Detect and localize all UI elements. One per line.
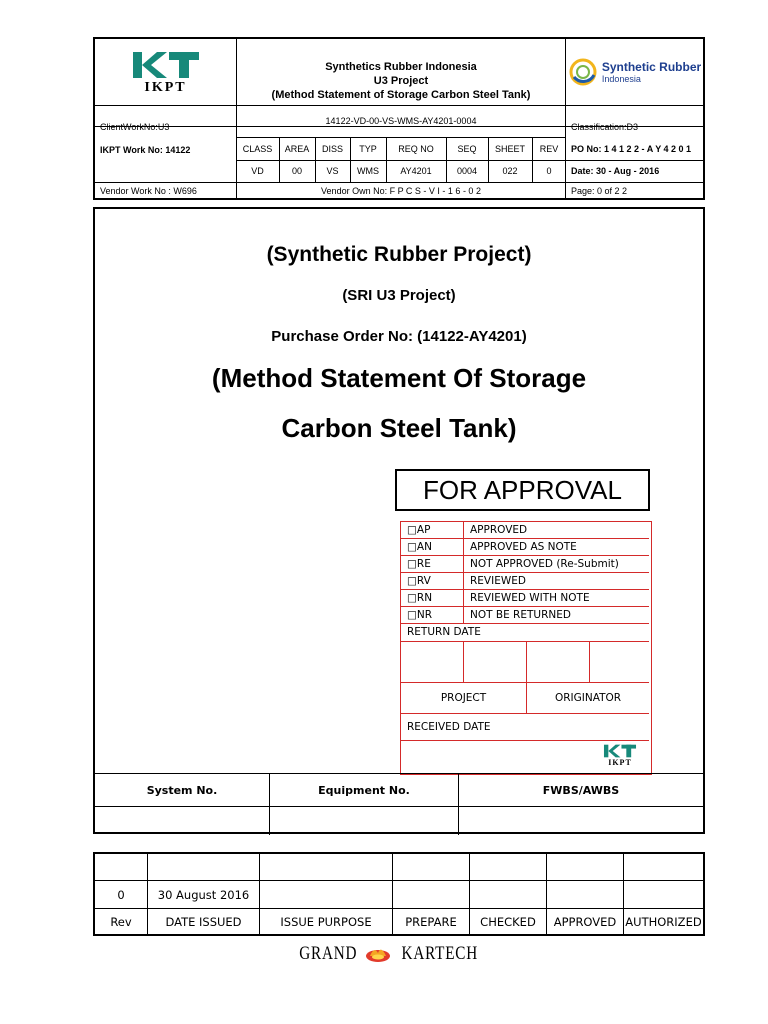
ikpt-work-no: IKPT Work No: 14122 [100,145,191,155]
val-diss: VS [326,166,339,176]
po-number: PO No: 1 4 1 2 2 - A Y 4 2 0 1 [571,143,692,154]
col-sheet: SHEET [494,143,525,154]
document-number: 14122-VD-00-VS-WMS-AY4201-0004 [325,116,477,126]
col-typ: TYP [359,143,377,154]
stamp-return-date: RETURN DATE [407,626,481,638]
val-req-no: AY4201 [400,166,432,176]
col-seq: SEQ [457,143,477,154]
col-rev: REV [539,143,559,154]
stamp-label-nr: NOT BE RETURNED [470,609,571,621]
col-class: CLASS [242,143,273,154]
fwbs-awbs-header: FWBS/AWBS [542,783,620,797]
authorized-header: AUTHORIZED [625,914,702,929]
issue-purpose-header: ISSUE PURPOSE [280,914,372,929]
synthetic-rubber-logo: Synthetic Rubber Indonesia [566,39,703,105]
document-date: Date: 30 - Aug - 2016 [571,166,660,176]
stamp-received-date: RECEIVED DATE [407,721,491,733]
stamp-code-rv: □RV [407,575,431,587]
stamp-project: PROJECT [440,692,487,704]
document-header [93,37,705,200]
system-no-header: System No. [146,783,218,797]
val-typ: WMS [357,166,379,176]
val-area: 00 [291,166,302,176]
stamp-label-re: NOT APPROVED (Re-Submit) [470,558,619,570]
stamp-label-rv: REVIEWED [470,575,526,587]
ikpt-logo-icon [131,48,201,82]
val-rev: 0 [546,166,552,176]
approved-header: APPROVED [553,914,617,929]
stamp-label-an: APPROVED AS NOTE [470,541,577,553]
sub-project-name: (SRI U3 Project) [342,287,456,304]
val-sheet: 022 [502,166,518,176]
cover-section [93,207,705,834]
val-seq: 0004 [456,166,478,176]
stamp-ikpt-logo: IKPT [597,742,643,772]
document-title-line1: (Method Statement Of Storage [211,363,587,393]
system-table [95,773,703,834]
stamp-code-nr: □NR [407,609,433,621]
page-count: Page: 0 of 2 2 [571,186,628,196]
col-req-no: REQ NO [398,143,434,154]
header-title: Synthetics Rubber Indonesia U3 Project (Method Statement of Storage Carbon Steel Tank) [271,61,531,101]
col-diss: DISS [321,143,343,154]
stamp-code-rn: □RN [407,592,433,604]
stamp-code-an: □AN [407,541,432,553]
date-issued-value: 30 August 2016 [157,887,250,902]
col-area: AREA [284,143,310,154]
client-work-no: ClientWorkNo:U3 [100,122,170,132]
vendor-work-no: Vendor Work No : W696 [100,186,197,196]
equipment-no-header: Equipment No. [318,783,410,797]
for-approval-label: FOR APPROVAL [423,474,622,505]
checked-header: CHECKED [480,914,536,929]
flame-icon [365,944,391,964]
for-approval-box [395,469,650,511]
approval-stamp [400,521,652,775]
stamp-code-ap: □AP [407,524,431,536]
revision-table [93,852,705,936]
ikpt-logo: IKPT [95,39,236,105]
date-issued-header: DATE ISSUED [165,914,242,929]
project-name: (Synthetic Rubber Project) [266,243,532,266]
document-title-line2: Carbon Steel Tank) [281,413,517,443]
grand-kartech-logo: GRAND KARTECH [299,943,479,964]
stamp-label-ap: APPROVED [470,524,528,536]
synthetic-rubber-logo-icon [568,57,598,87]
prepare-header: PREPARE [405,914,457,929]
rev-value: 0 [117,887,125,902]
stamp-label-rn: REVIEWED WITH NOTE [470,592,590,604]
rev-header: Rev [110,914,132,929]
purchase-order-number: Purchase Order No: (14122-AY4201) [271,328,527,345]
stamp-originator: ORIGINATOR [554,692,622,704]
stamp-code-re: □RE [407,558,431,570]
vendor-own-no: Vendor Own No: F P C S - V I - 1 6 - 0 2 [321,186,481,196]
classification: Classification:D3 [571,122,639,132]
val-class: VD [251,166,264,176]
